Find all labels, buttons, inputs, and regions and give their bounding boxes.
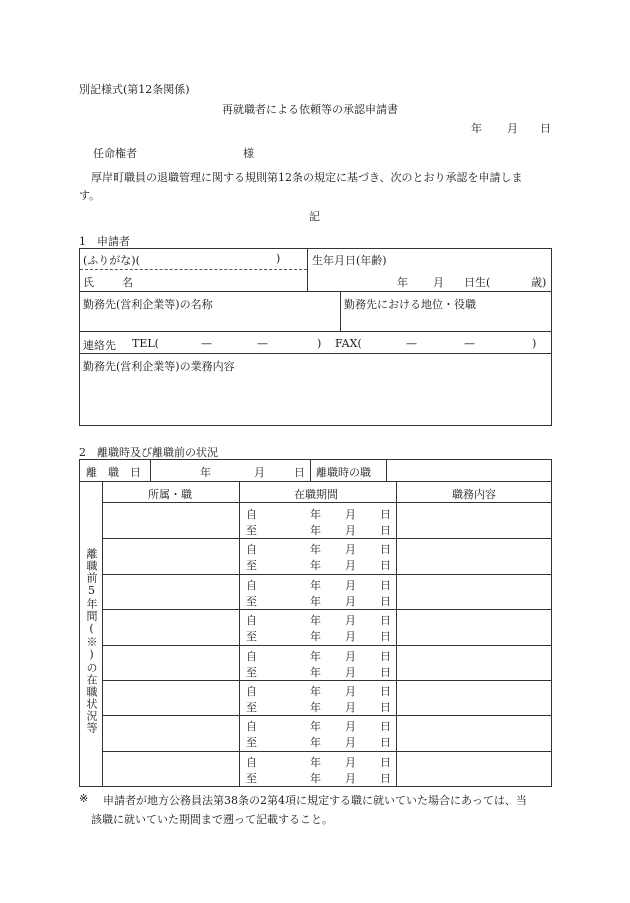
birth-year: 年 (397, 276, 408, 289)
to-day: 日 (380, 594, 391, 608)
employer-label: 勤務先(営利企業等)の名称 (83, 298, 213, 311)
fax-close: ) (532, 337, 537, 350)
honorific: 様 (243, 147, 254, 160)
col-affiliation: 所属・職 (148, 488, 192, 501)
birth-label: 生年月日(年齢) (312, 254, 387, 267)
from-month: 月 (345, 543, 356, 557)
to-year: 年 (310, 630, 321, 644)
period-from: 自 (246, 755, 257, 769)
to-year: 年 (310, 771, 321, 785)
row-divider (102, 574, 551, 575)
contact-label: 連絡先 (83, 339, 116, 352)
form-title: 再就職者による依頼等の承認申請書 (222, 103, 398, 116)
to-month: 月 (345, 594, 356, 608)
note-line-2: 該職に就いていた期間まで遡って記載すること。 (91, 813, 333, 826)
applicant-table (79, 248, 552, 426)
period-from: 自 (246, 649, 257, 663)
to-month: 月 (345, 736, 356, 750)
from-year: 年 (310, 685, 321, 698)
period-to: 至 (246, 524, 257, 537)
retire-year: 年 (200, 466, 211, 479)
to-day: 日 (380, 524, 391, 537)
birth-month: 月 (433, 276, 444, 289)
from-month: 月 (345, 755, 356, 769)
retirement-table (79, 459, 552, 787)
to-day: 日 (380, 736, 391, 750)
from-year: 年 (310, 508, 321, 521)
fax-dash-1: — (406, 337, 417, 350)
to-month: 月 (345, 630, 356, 644)
to-day: 日 (380, 559, 391, 573)
period-from: 自 (246, 614, 257, 628)
retire-date-label: 離 職 日 (86, 466, 141, 479)
birth-day: 日生( (464, 276, 491, 289)
from-day: 日 (380, 614, 391, 628)
to-month: 月 (345, 524, 356, 537)
row-divider (102, 609, 551, 610)
furigana-label: (ふりがな)( (83, 254, 140, 267)
from-day: 日 (380, 720, 391, 734)
period-from: 自 (246, 720, 257, 734)
row-divider (102, 645, 551, 646)
from-day: 日 (380, 755, 391, 769)
from-month: 月 (345, 614, 356, 628)
period-to: 至 (246, 594, 257, 608)
col-period: 在職期間 (294, 488, 338, 501)
from-month: 月 (345, 649, 356, 663)
tel-close: ) (317, 337, 322, 350)
name-label-1: 氏 (83, 276, 94, 289)
to-day: 日 (380, 630, 391, 644)
from-month: 月 (345, 508, 356, 521)
to-year: 年 (310, 524, 321, 537)
from-year: 年 (310, 543, 321, 557)
retire-day: 日 (294, 466, 305, 479)
to-year: 年 (310, 559, 321, 573)
to-year: 年 (310, 665, 321, 679)
fax-label: FAX( (335, 337, 362, 350)
from-day: 日 (380, 685, 391, 698)
fax-dash-2: — (464, 337, 475, 350)
from-month: 月 (345, 720, 356, 734)
period-from: 自 (246, 578, 257, 592)
date-month: 月 (507, 122, 518, 135)
from-year: 年 (310, 720, 321, 734)
col-duties: 職務内容 (452, 488, 496, 501)
from-year: 年 (310, 614, 321, 628)
row-divider (102, 538, 551, 539)
addressee: 任命権者 (93, 147, 137, 160)
intro-text: 厚岸町職員の退職管理に関する規則第12条の規定に基づき、次のとおり承認を申請しま (91, 171, 523, 184)
to-day: 日 (380, 665, 391, 679)
from-day: 日 (380, 543, 391, 557)
retire-post-label: 離職時の職 (316, 466, 371, 479)
position-label: 勤務先における地位・役職 (344, 298, 476, 311)
row-divider (102, 715, 551, 716)
period-to: 至 (246, 630, 257, 644)
date-year: 年 (471, 122, 482, 135)
from-year: 年 (310, 649, 321, 663)
from-day: 日 (380, 649, 391, 663)
retire-month: 月 (254, 466, 265, 479)
from-day: 日 (380, 508, 391, 521)
intro-text-cont: す。 (79, 189, 101, 202)
from-day: 日 (380, 578, 391, 592)
date-day: 日 (540, 122, 551, 135)
period-to: 至 (246, 736, 257, 750)
period-from: 自 (246, 508, 257, 521)
tel-dash-2: — (257, 337, 268, 350)
note-line-1: 申請者が地方公務員法第38条の2第4項に規定する職に就いていた場合にあっては、当 (103, 794, 527, 807)
age-unit: 歳) (531, 276, 547, 289)
to-month: 月 (345, 771, 356, 785)
from-year: 年 (310, 578, 321, 592)
note-mark: ※ (79, 792, 89, 805)
period-to: 至 (246, 701, 257, 714)
to-month: 月 (345, 559, 356, 573)
business-label: 勤務先(営利企業等)の業務内容 (83, 360, 235, 373)
to-year: 年 (310, 594, 321, 608)
tel-label: TEL( (132, 337, 159, 350)
period-from: 自 (246, 685, 257, 698)
period-from: 自 (246, 543, 257, 557)
to-month: 月 (345, 665, 356, 679)
tel-dash-1: — (201, 337, 212, 350)
to-day: 日 (380, 771, 391, 785)
section1-heading: 1 申請者 (79, 235, 130, 248)
to-month: 月 (345, 701, 356, 714)
form-reference: 別記様式(第12条関係) (79, 83, 190, 96)
section2-heading: 2 離職時及び離職前の状況 (79, 446, 218, 459)
side-label: 離職前5年間(※)の在職状況等 (85, 548, 98, 734)
to-year: 年 (310, 701, 321, 714)
to-day: 日 (380, 701, 391, 714)
row-divider (102, 680, 551, 681)
to-year: 年 (310, 736, 321, 750)
period-to: 至 (246, 665, 257, 679)
period-to: 至 (246, 771, 257, 785)
from-month: 月 (345, 578, 356, 592)
from-year: 年 (310, 755, 321, 769)
period-to: 至 (246, 559, 257, 573)
row-divider (102, 751, 551, 752)
from-month: 月 (345, 685, 356, 698)
name-label-2: 名 (122, 276, 133, 289)
furigana-close: ) (276, 252, 281, 265)
ki-mark: 記 (309, 210, 320, 223)
